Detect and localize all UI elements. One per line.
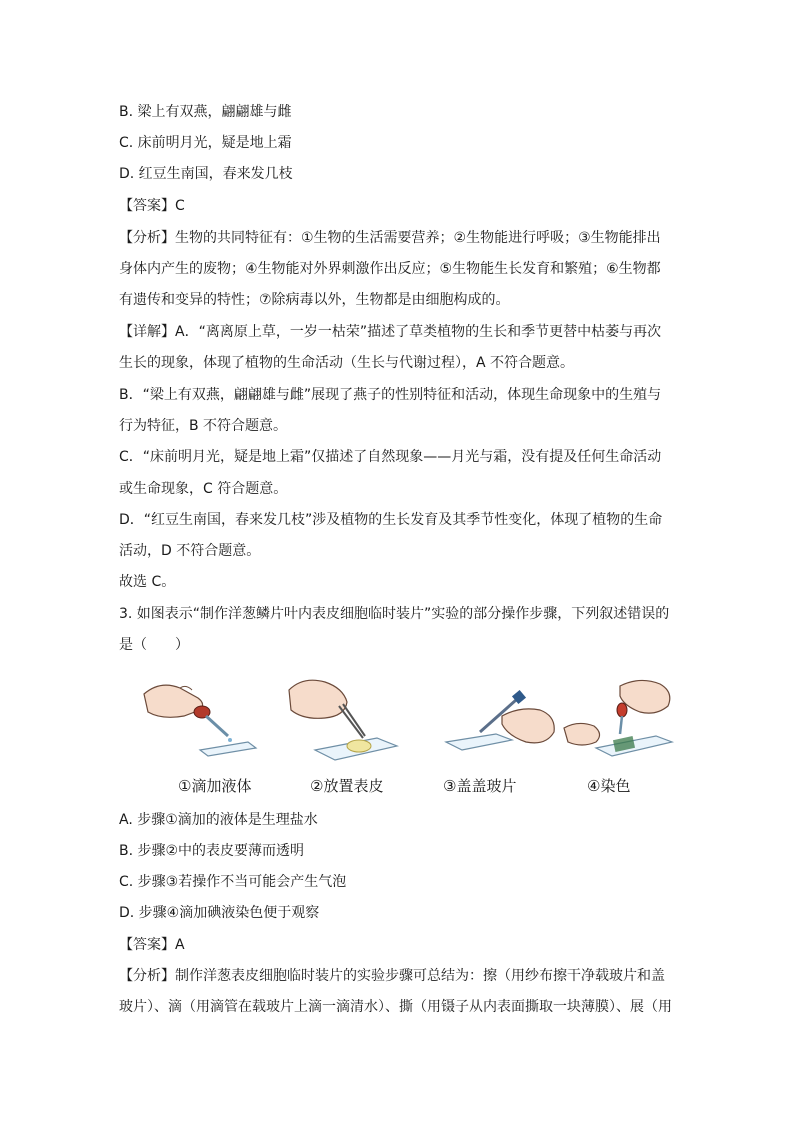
- figure-caption-step-1: ①滴加液体: [178, 777, 252, 795]
- q2-detail-line: 【详解】A．“离离原上草，一岁一枯荣”描述了草类植物的生长和季节更替中枯萎与再次: [119, 324, 662, 340]
- coverslip-step-illustration: [440, 676, 560, 766]
- q2-answer: 【答案】C: [119, 198, 185, 214]
- staining-step-illustration: [560, 676, 680, 766]
- q3-option-a: A. 步骤①滴加的液体是生理盐水: [119, 812, 318, 828]
- q2-detail-line: D．“红豆生南国，春来发几枝”涉及植物的生长发育及其季节性变化，体现了植物的生命: [119, 512, 663, 528]
- q2-detail-line: C．“床前明月光，疑是地上霜”仅描述了自然现象——月光与霜，没有提及任何生命活动: [119, 449, 662, 465]
- figure-caption-step-3: ③盖盖玻片: [443, 777, 517, 795]
- q3-stem-line: 是（ ）: [119, 637, 189, 653]
- q3-answer: 【答案】A: [119, 937, 185, 953]
- q2-option-d: D. 红豆生南国，春来发几枝: [119, 166, 293, 182]
- q3-option-d: D. 步骤④滴加碘液染色便于观察: [119, 905, 320, 921]
- q3-analysis-line: 玻片）、滴（用滴管在载玻片上滴一滴清水）、撕（用镊子从内表面撕取一块薄膜）、展（用: [119, 999, 672, 1015]
- q3-analysis-line: 【分析】制作洋葱表皮细胞临时装片的实验步骤可总结为：擦（用纱布擦干净载玻片和盖: [119, 968, 665, 984]
- q2-detail-line: 行为特征，B 不符合题意。: [119, 418, 288, 434]
- q2-detail-line: B．“梁上有双燕，翩翩雄与雌”展现了燕子的性别特征和活动，体现生命现象中的生殖与: [119, 387, 662, 403]
- q3-stem-line: 3. 如图表示“制作洋葱鳞片叶内表皮细胞临时装片”实验的部分操作步骤，下列叙述错误的: [119, 606, 670, 622]
- q2-detail-line: 生长的现象，体现了植物的生命活动（生长与代谢过程），A 不符合题意。: [119, 355, 575, 371]
- forceps-step-illustration: [285, 676, 405, 766]
- dropper-step-illustration: [140, 676, 260, 766]
- q2-detail-line: 故选 C。: [119, 574, 176, 590]
- q3-option-b: B. 步骤②中的表皮要薄而透明: [119, 843, 305, 859]
- procedure-figure: [140, 676, 670, 796]
- q3-option-c: C. 步骤③若操作不当可能会产生气泡: [119, 874, 347, 890]
- q2-detail-line: 活动，D 不符合题意。: [119, 543, 261, 559]
- figure-caption-step-4: ④染色: [587, 777, 631, 795]
- q2-analysis-line: 有遗传和变异的特性；⑦除病毒以外，生物都是由细胞构成的。: [119, 292, 510, 308]
- figure-caption-step-2: ②放置表皮: [310, 777, 384, 795]
- q2-analysis-line: 【分析】生物的共同特征有：①生物的生活需要营养；②生物能进行呼吸；③生物能排出: [119, 230, 661, 246]
- q2-option-b: B. 梁上有双燕，翩翩雄与雌: [119, 104, 292, 120]
- q2-option-c: C. 床前明月光，疑是地上霜: [119, 135, 292, 151]
- q2-detail-line: 或生命现象，C 符合题意。: [119, 481, 288, 497]
- q2-analysis-line: 身体内产生的废物；④生物能对外界刺激作出反应；⑤生物能生长发育和繁殖；⑥生物都: [119, 261, 661, 277]
